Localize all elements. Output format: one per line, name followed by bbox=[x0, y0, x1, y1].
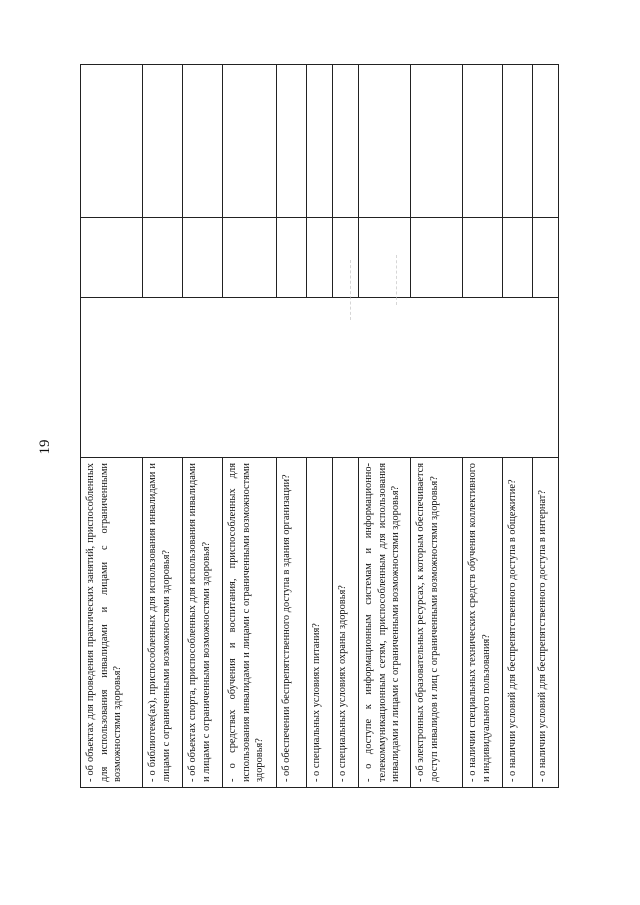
question-cell: - о средствах обучения и воспитания, приспособленных для использования инвалидами и лицами с ограниченными возможностями здоровья? bbox=[223, 458, 277, 788]
page-number: 19 bbox=[37, 439, 53, 455]
empty-cell bbox=[81, 298, 559, 458]
answer-cell[interactable] bbox=[463, 65, 503, 218]
questionnaire-table bbox=[80, 64, 559, 788]
answer-cell[interactable] bbox=[183, 65, 223, 218]
answer-cell[interactable] bbox=[143, 65, 183, 218]
rotated-table-block bbox=[80, 64, 558, 788]
question-cell: - о библиотеке(ах), приспособленных для использования инвалидами и лицами с ограниченными возможностями здоровья? bbox=[143, 458, 183, 788]
answer-cell[interactable] bbox=[333, 65, 359, 218]
table-row bbox=[81, 65, 143, 788]
question-cell: - о специальных условиях питания? bbox=[307, 458, 333, 788]
answer-cell[interactable] bbox=[307, 65, 333, 218]
answer-cell[interactable] bbox=[143, 218, 183, 298]
answer-cell[interactable] bbox=[359, 65, 411, 218]
answer-cell[interactable] bbox=[533, 218, 559, 298]
answer-cell[interactable] bbox=[223, 218, 277, 298]
question-cell: - об электронных образовательных ресурсах, к которым обеспечивается доступ инвалидов и лиц с ограниченными возможностями здоровья? bbox=[411, 458, 463, 788]
answer-cell[interactable] bbox=[411, 65, 463, 218]
answer-cell[interactable] bbox=[503, 218, 533, 298]
answer-cell[interactable] bbox=[463, 218, 503, 298]
answer-cell[interactable] bbox=[359, 218, 411, 298]
question-cell: - о специальных условиях охраны здоровья? bbox=[333, 458, 359, 788]
question-cell: - об объектах спорта, приспособленных для использования инвалидами и лицами с ограниченными возможностями здоровья? bbox=[183, 458, 223, 788]
scan-artifact-line bbox=[396, 255, 397, 305]
rotated-table-inner bbox=[80, 64, 558, 788]
scan-artifact-line bbox=[350, 260, 351, 320]
answer-cell[interactable] bbox=[333, 218, 359, 298]
answer-cell[interactable] bbox=[183, 218, 223, 298]
question-cell: - об объектах для проведения практических занятий, приспособленных для использования инвалидами и лицами с ограниченными возможностями здоровья? bbox=[81, 458, 143, 788]
question-cell: - о доступе к информационным системам и информационно-телекоммуникационным сетям, приспособленным для использования инвалидами и лицами с ограниченными возможностями здоровья? bbox=[359, 458, 411, 788]
question-cell: - об обеспечении беспрепятственного доступа в здания организации? bbox=[277, 458, 307, 788]
answer-cell[interactable] bbox=[223, 65, 277, 218]
question-cell: - о наличии условий для беспрепятственного доступа в общежитие? bbox=[503, 458, 533, 788]
answer-cell[interactable] bbox=[503, 65, 533, 218]
answer-cell[interactable] bbox=[81, 65, 143, 218]
answer-cell[interactable] bbox=[307, 218, 333, 298]
answer-cell[interactable] bbox=[81, 218, 143, 298]
answer-cell[interactable] bbox=[533, 65, 559, 218]
question-cell: - о наличии специальных технических средств обучения коллективного и индивидуального пользования? bbox=[463, 458, 503, 788]
answer-cell[interactable] bbox=[277, 65, 307, 218]
answer-cell[interactable] bbox=[411, 218, 463, 298]
question-cell: - о наличии условий для беспрепятственного доступа в интернат? bbox=[533, 458, 559, 788]
answer-cell[interactable] bbox=[277, 218, 307, 298]
